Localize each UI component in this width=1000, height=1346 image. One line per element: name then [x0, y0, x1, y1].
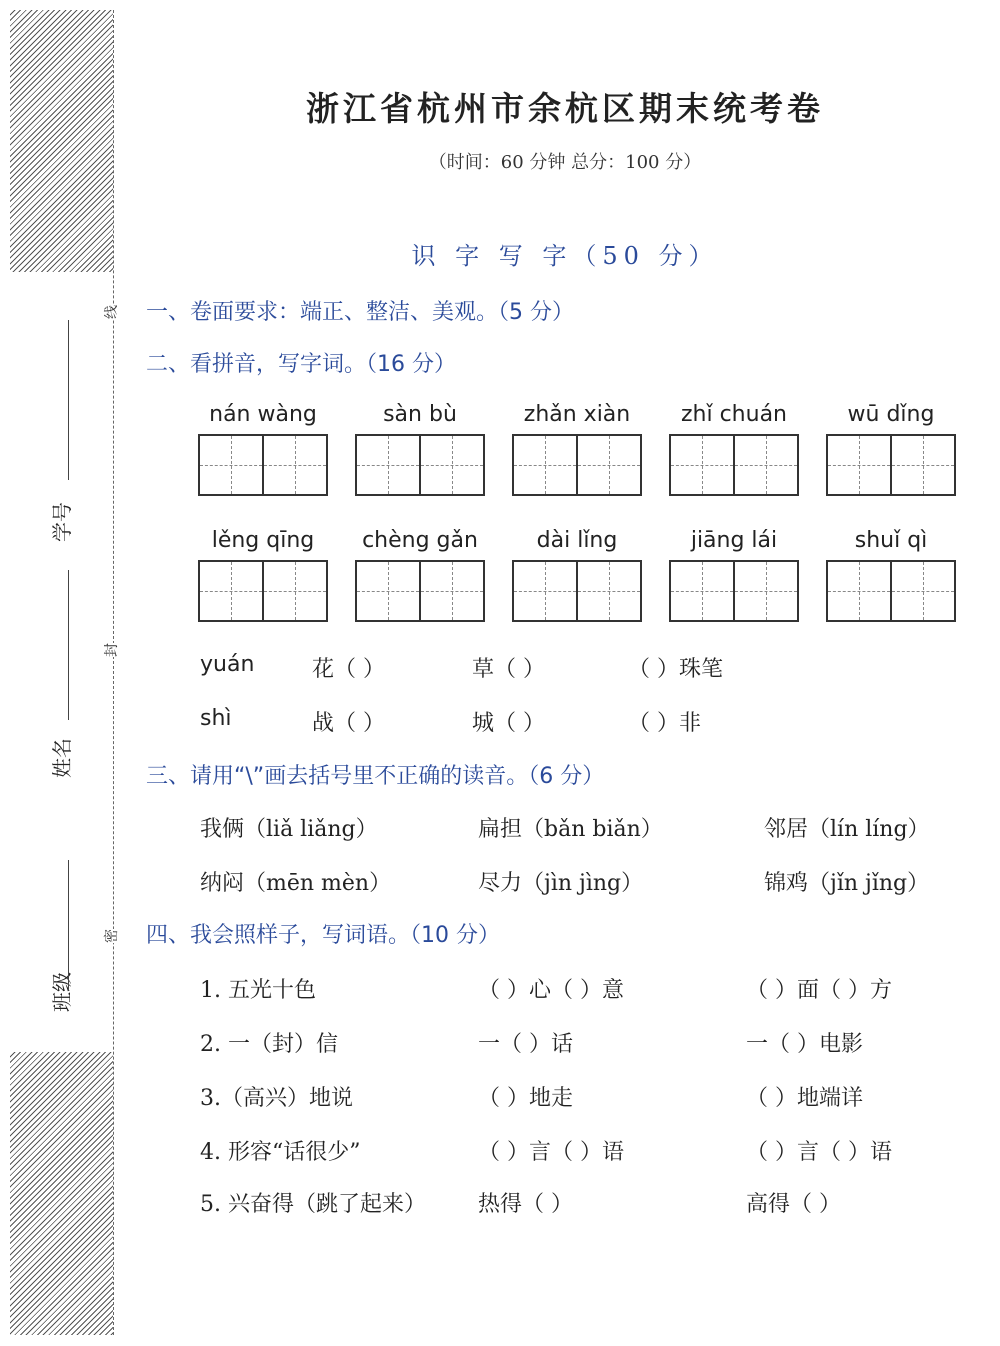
tian-grid-box[interactable]	[355, 434, 485, 496]
reading-choice[interactable]: 我俩（liǎ liǎng）	[200, 817, 378, 842]
tian-grid-box[interactable]	[512, 434, 642, 496]
tian-grid-box[interactable]	[826, 434, 956, 496]
pinyin-label: lěng qīng	[211, 528, 315, 553]
word-blank[interactable]: （ ）面（ ）方	[746, 978, 892, 1003]
word-blank[interactable]: （ ）心（ ）意	[478, 978, 624, 1003]
pinyin-label: sàn bù	[383, 402, 457, 427]
exam-info: （时间：60 分钟 总分：100 分）	[428, 152, 702, 173]
section-title: 识 字 写 字（50 分）	[411, 242, 719, 270]
example-word: 4. 形容“话很少”	[200, 1140, 361, 1165]
example-word: 3.（高兴）地说	[200, 1086, 353, 1111]
polyphone-blank[interactable]: 草（ ）	[472, 657, 545, 682]
seal-char-feng: 封	[101, 643, 121, 657]
binding-hatch-bottom	[10, 1052, 113, 1335]
word-blank[interactable]: （ ）言（ ）语	[746, 1140, 892, 1165]
reading-choice[interactable]: 邻居（lín líng）	[764, 817, 930, 842]
example-word: 5. 兴奋得（跳了起来）	[200, 1192, 426, 1217]
tian-grid-box[interactable]	[198, 560, 328, 622]
pinyin-label: chèng gǎn	[362, 528, 478, 553]
tian-grid-box[interactable]	[355, 560, 485, 622]
tian-grid-box[interactable]	[512, 560, 642, 622]
example-word: 1. 五光十色	[200, 978, 316, 1003]
polyphone-blank[interactable]: 花（ ）	[312, 657, 385, 682]
pinyin-label: dài lǐng	[536, 528, 618, 553]
reading-choice[interactable]: 纳闷（mēn mèn）	[200, 871, 392, 896]
name-label: 姓名	[50, 738, 74, 778]
seal-char-mi: 密	[101, 929, 121, 943]
word-blank[interactable]: 高得（ ）	[746, 1192, 841, 1217]
polyphone-blank[interactable]: 战（ ）	[312, 711, 385, 736]
pinyin-label: nán wàng	[209, 402, 317, 427]
polyphone-blank[interactable]: （ ）珠笔	[628, 657, 723, 682]
seal-char-xian: 线	[101, 305, 121, 319]
pinyin-label: shuǐ qì	[854, 528, 928, 553]
binding-hatch-top	[10, 10, 113, 272]
word-blank[interactable]: 热得（ ）	[478, 1192, 573, 1217]
pinyin-label: wū dǐng	[847, 402, 935, 427]
word-blank[interactable]: （ ）地走	[478, 1086, 573, 1111]
tian-grid-box[interactable]	[826, 560, 956, 622]
word-blank[interactable]: （ ）言（ ）语	[478, 1140, 624, 1165]
pinyin-label: zhǐ chuán	[680, 402, 787, 427]
word-blank[interactable]: （ ）地端详	[746, 1086, 863, 1111]
reading-choice[interactable]: 锦鸡（jǐn jǐng）	[764, 871, 930, 896]
polyphone-pinyin: yuán	[200, 652, 255, 677]
number-label: 学号	[50, 502, 74, 542]
question-1-title: 一、卷面要求：端正、整洁、美观。（5 分）	[146, 300, 574, 325]
name-line[interactable]	[68, 570, 69, 720]
example-word: 2. 一（封）信	[200, 1032, 338, 1057]
class-label: 班级	[50, 972, 74, 1012]
tian-grid-box[interactable]	[669, 560, 799, 622]
question-2-title: 二、看拼音，写字词。（16 分）	[146, 352, 456, 377]
tian-grid-box[interactable]	[198, 434, 328, 496]
tian-grid-box[interactable]	[669, 434, 799, 496]
question-3-title: 三、请用“\”画去括号里不正确的读音。（6 分）	[146, 764, 605, 789]
reading-choice[interactable]: 尽力（jìn jìng）	[478, 871, 644, 896]
binding-dashed-line	[113, 10, 114, 1335]
word-blank[interactable]: 一（ ）话	[478, 1032, 573, 1057]
polyphone-blank[interactable]: （ ）非	[628, 711, 701, 736]
pinyin-label: jiāng lái	[690, 528, 778, 553]
class-line[interactable]	[68, 860, 69, 990]
reading-choice[interactable]: 扁担（bǎn biǎn）	[478, 817, 663, 842]
pinyin-label: zhǎn xiàn	[523, 402, 631, 427]
question-4-title: 四、我会照样子，写词语。（10 分）	[146, 923, 500, 948]
word-blank[interactable]: 一（ ）电影	[746, 1032, 863, 1057]
polyphone-pinyin: shì	[200, 706, 232, 731]
page-title: 浙江省杭州市余杭区期末统考卷	[306, 89, 824, 128]
number-line[interactable]	[68, 320, 69, 480]
polyphone-blank[interactable]: 城（ ）	[472, 711, 545, 736]
